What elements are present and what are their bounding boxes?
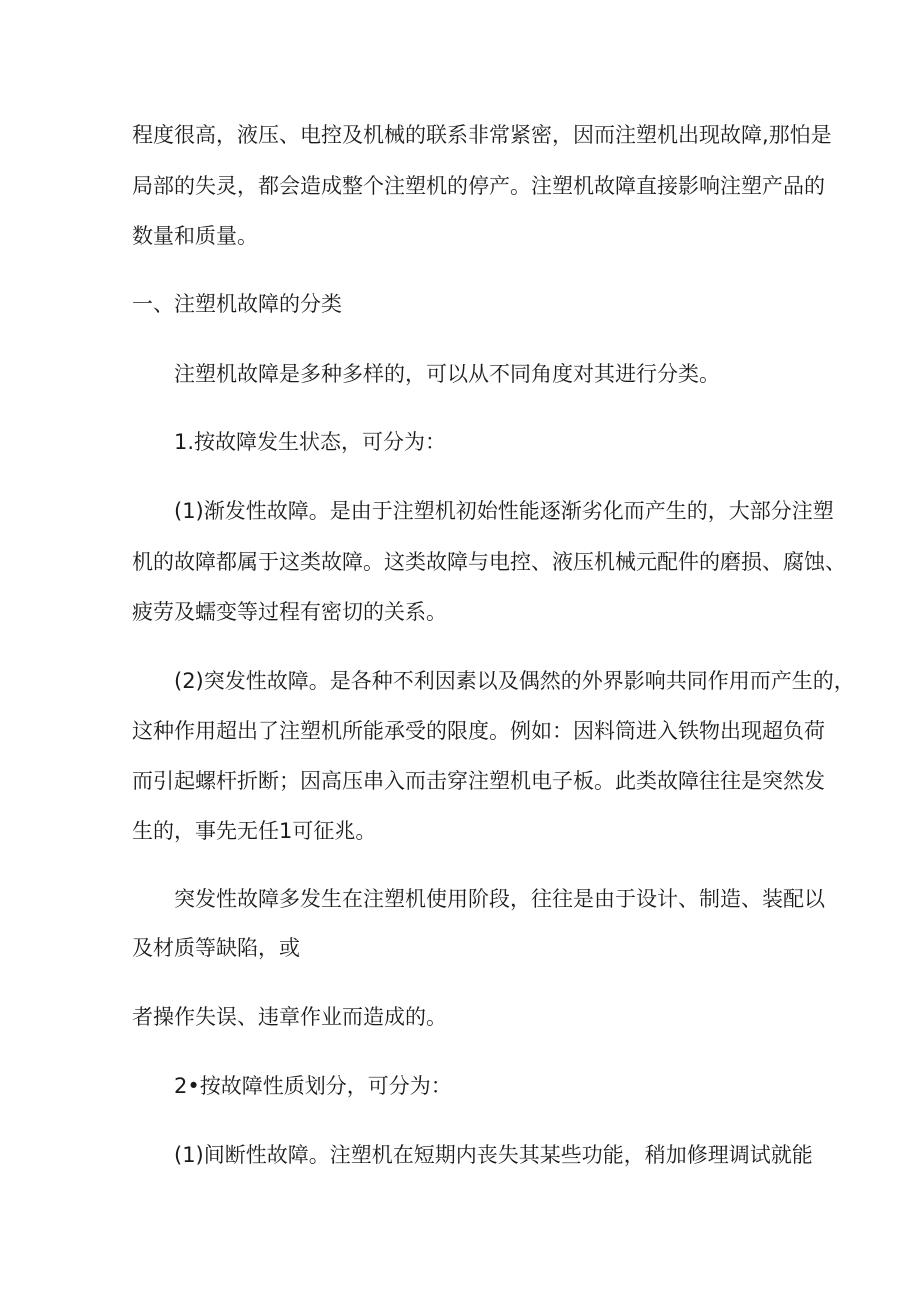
text-line: 而引起螺杆折断；因高压串入而击穿注塑机电子板。此类故障往往是突然发 bbox=[132, 769, 825, 793]
text-line: 局部的失灵，都会造成整个注塑机的停产。注塑机故障直接影响注塑产品的 bbox=[132, 174, 825, 198]
text-line: (1)间断性故障。注塑机在短期内丧失其某些功能，稍加修理调试就能 bbox=[174, 1143, 813, 1167]
text-line: 生的，事先无任1可征兆。 bbox=[132, 819, 377, 843]
text-line: 及材质等缺陷，或 bbox=[132, 936, 300, 960]
text-line: 注塑机故障是多种多样的，可以从不同角度对其进行分类。 bbox=[174, 362, 720, 386]
text-line: 这种作用超出了注塑机所能承受的限度。例如：因料筒进入铁物出现超负荷 bbox=[132, 719, 825, 743]
text-line: 者操作失误、违章作业而造成的。 bbox=[132, 1005, 447, 1029]
subsection-heading: 1.按故障发生状态，可分为： bbox=[174, 430, 447, 454]
text-line: 程度很高，液压、电控及机械的联系非常紧密，因而注塑机出现故障,那怕是 bbox=[132, 123, 832, 147]
section-heading: 一、注塑机故障的分类 bbox=[132, 292, 342, 316]
text-line: 机的故障都属于这类故障。这类故障与电控、液压机械元配件的磨损、腐蚀、 bbox=[132, 550, 846, 574]
text-line: (2)突发性故障。是各种不利因素以及偶然的外界影响共同作用而产生的， bbox=[174, 669, 855, 693]
text-line: 突发性故障多发生在注塑机使用阶段，往往是由于设计、制造、装配以 bbox=[174, 887, 825, 911]
text-line: 疲劳及蠕变等过程有密切的关系。 bbox=[132, 600, 447, 624]
subsection-heading: 2•按故障性质划分，可分为： bbox=[174, 1074, 452, 1098]
text-line: (1)渐发性故障。是由于注塑机初始性能逐渐劣化而产生的，大部分注塑 bbox=[174, 499, 834, 523]
text-line: 数量和质量。 bbox=[132, 224, 258, 248]
